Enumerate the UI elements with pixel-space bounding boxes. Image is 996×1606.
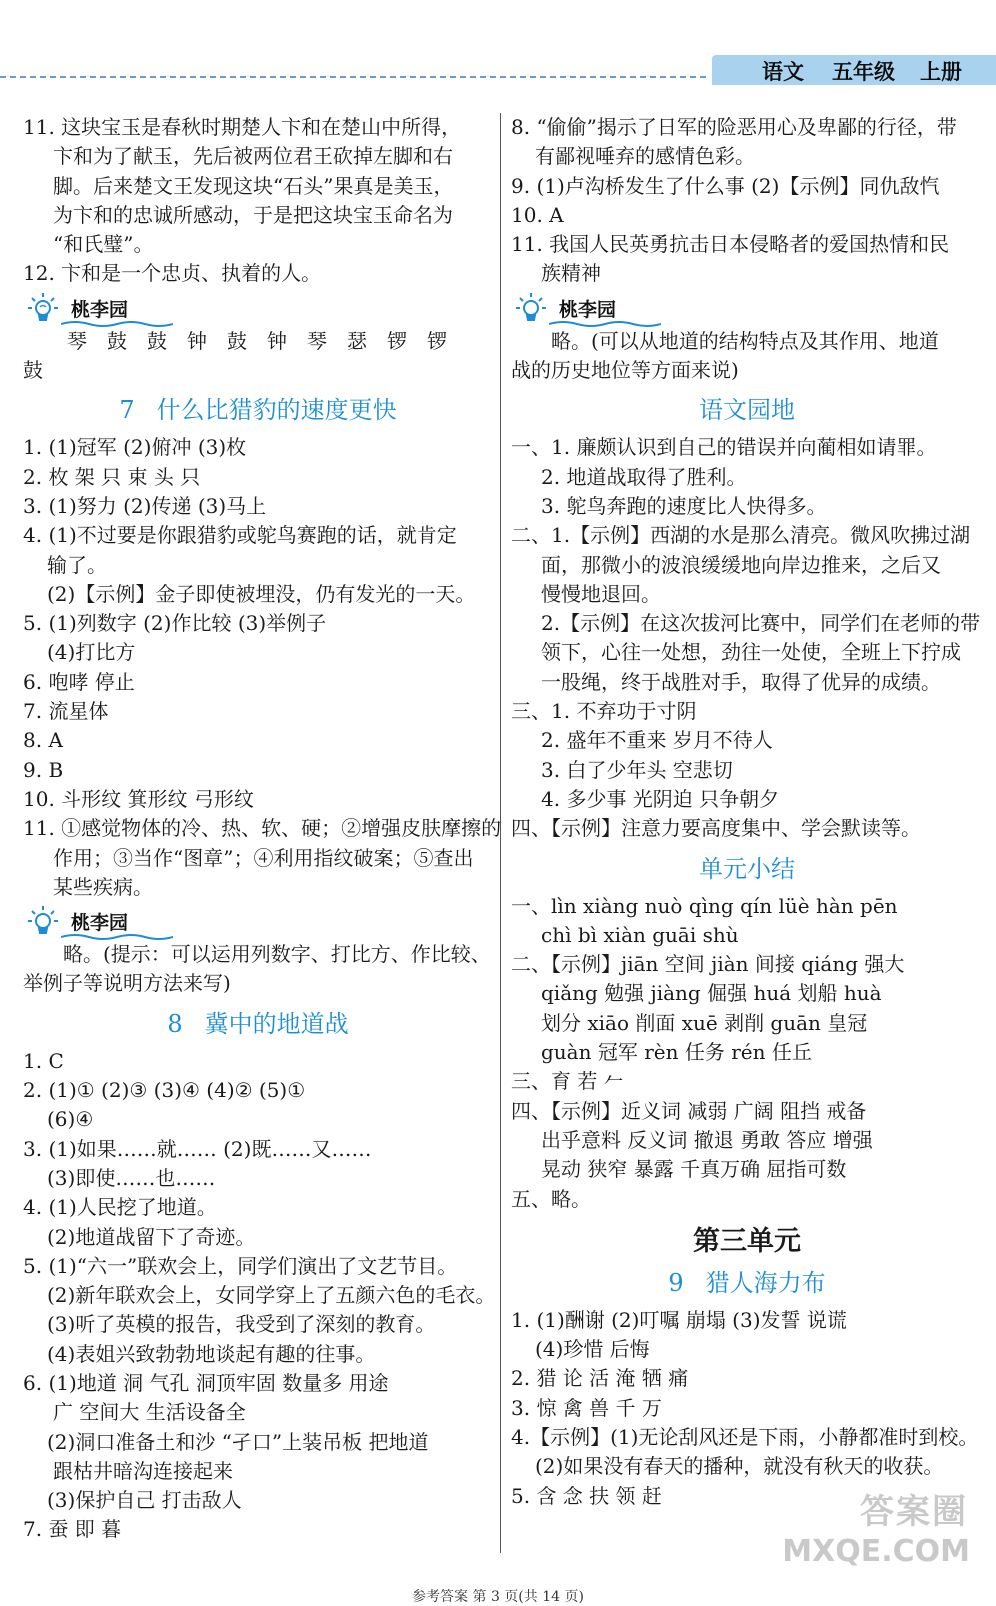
watermark-top-text: 答案圈 <box>860 1492 968 1532</box>
answer-line: 一股绳，终于战胜对手，取得了优异的成绩。 <box>541 669 941 694</box>
answer-line: qiǎng 勉强 jiàng 倔强 huá 划船 huà <box>541 981 882 1006</box>
volume-label: 上册 <box>920 60 962 84</box>
answer-line: 5. 含 念 扶 领 赶 <box>511 1483 662 1508</box>
taoliyuan-badge <box>511 291 983 327</box>
answer-line: (2)【示例】金子即使被埋没，仍有发光的一天。 <box>47 581 476 606</box>
answer-line: 略。(提示：可以运用列数字、打比方、作比较、 <box>63 942 491 967</box>
answer-line: 10. 斗形纹 箕形纹 弓形纹 <box>23 786 254 811</box>
watermark-bottom-text: MXQE.COM <box>782 1534 970 1569</box>
answer-line: (2)洞口准备土和沙 “孑口”上装吊板 把地道 <box>47 1429 429 1454</box>
answer-char: 鼓 <box>147 328 167 353</box>
answer-line: 三、1. 不弃功于寸阴 <box>511 699 697 724</box>
header-dashed-rule <box>0 76 706 78</box>
taoliyuan-answer-last: 鼓 <box>23 358 43 383</box>
answer-line: 跟枯井暗沟连接起来 <box>53 1458 233 1483</box>
header-tab <box>712 55 996 85</box>
answer-line: 一、lìn xiàng nuò qìng qín lüè hàn pēn <box>511 893 898 918</box>
lesson-title: 冀中的地道战 <box>204 1009 349 1038</box>
answer-line: 脚。后来楚文王发现这块“石头”果真是美玉， <box>53 173 454 198</box>
taoliyuan-label: 桃李园 <box>71 912 129 935</box>
answer-line: 8. A <box>23 728 63 753</box>
danyuan-xiaojie-answers <box>511 892 983 1214</box>
page-footer: 参考答案 第 3 页(共 14 页) <box>412 1589 584 1605</box>
wavy-underline <box>61 933 173 941</box>
answer-line: (3)即使……也…… <box>47 1165 216 1190</box>
watermark-logo <box>782 1484 980 1588</box>
answer-line: 作用；③当作“图章”；④利用指纹破案；⑤查出 <box>53 845 474 870</box>
answer-char: 琴 <box>307 328 327 353</box>
answer-line: 领下，心往一处想，劲往一处使，全班上下拧成 <box>541 640 961 665</box>
lesson-7-heading <box>23 391 493 429</box>
lesson-8-heading <box>23 1005 493 1043</box>
answer-line: (2)如果没有春天的播种，就没有秋天的收获。 <box>535 1454 944 1479</box>
answer-line: 3. 鸵鸟奔跑的速度比人快得多。 <box>541 493 827 518</box>
answer-line: “和氏璧”。 <box>53 232 154 257</box>
answer-line: 1. (1)冠军 (2)俯冲 (3)枚 <box>23 435 247 460</box>
answer-q12: 12. 卞和是一个忠贞、执着的人。 <box>23 261 322 286</box>
yuwen-yuandi-answers <box>511 433 983 843</box>
taoliyuan-badge <box>23 904 493 940</box>
answer-line: 7. 蚕 即 暮 <box>23 1517 122 1542</box>
answer-line: 11. 我国人民英勇抗击日本侵略者的爱国热情和民 <box>511 232 950 257</box>
answer-line: 划分 xiāo 削面 xuē 剥削 guān 皇冠 <box>541 1010 868 1035</box>
answer-line: 11. ①感觉物体的冷、热、软、硬；②增强皮肤摩擦的 <box>23 816 502 841</box>
answer-line: 四、【示例】近义词 减弱 广阔 阻挡 戒备 <box>511 1098 867 1123</box>
answer-line: (3)保护自己 打击敌人 <box>47 1488 242 1513</box>
answer-line: 6. (1)地道 洞 气孔 洞顶牢固 数量多 用途 <box>23 1370 389 1395</box>
answer-line: (3)听了英模的报告，我受到了深刻的教育。 <box>47 1312 436 1337</box>
lesson-8-answers-cont <box>511 113 983 289</box>
lesson-number: 8 <box>167 1009 183 1038</box>
answer-line: 3. (1)努力 (2)传递 (3)马上 <box>23 493 267 518</box>
answer-line: 4. (1)不过要是你跟猎豹或鸵鸟赛跑的话，就肯定 <box>23 523 457 548</box>
answer-line: (2)新年联欢会上，女同学穿上了五颜六色的毛衣。 <box>47 1283 496 1308</box>
right-column <box>511 113 983 1511</box>
answer-line: 2.【示例】在这次拔河比赛中，同学们在老师的带 <box>541 611 981 636</box>
answer-line: 输了。 <box>47 552 107 577</box>
answer-line: 6. 咆哮 停止 <box>23 669 135 694</box>
answer-line: 为卞和的忠诚所感动，于是把这块宝玉命名为 <box>53 202 453 227</box>
danyuan-xiaojie-heading <box>511 850 983 888</box>
answer-line: 3. 白了少年头 空悲切 <box>541 757 733 782</box>
answer-line: 广 空间大 生活设备全 <box>53 1400 246 1425</box>
answer-line: (4)打比方 <box>47 640 136 665</box>
answer-char: 锣 <box>387 328 407 353</box>
answer-line: 8. “偷偷”揭示了日军的险恶用心及卑鄙的行径，带 <box>511 115 957 139</box>
taoliyuan-label: 桃李园 <box>559 298 617 321</box>
answer-line: 略。(可以从地道的结构特点及其作用、地道 <box>551 328 939 353</box>
answer-char: 琴 <box>67 328 87 353</box>
lesson-title: 什么比猎豹的速度更快 <box>156 396 397 425</box>
answer-line: 举例子等说明方法来写) <box>23 971 231 996</box>
answer-line: 二、1.【示例】西湖的水是那么清亮。微风吹拂过湖 <box>511 523 971 548</box>
answer-char: 瑟 <box>347 328 367 353</box>
lesson-number: 9 <box>668 1268 684 1297</box>
taoliyuan-answer-chars <box>23 327 493 356</box>
answer-char: 鼓 <box>227 328 247 353</box>
answer-line: 某些疾病。 <box>53 874 153 899</box>
answer-line: 5. (1)“六一”联欢会上，同学们演出了文艺节目。 <box>23 1253 458 1278</box>
answer-line: 五、略。 <box>511 1186 591 1211</box>
taoliyuan-label: 桃李园 <box>71 298 129 321</box>
answer-char: 鼓 <box>107 328 127 353</box>
taoliyuan-badge <box>23 291 493 327</box>
wavy-underline <box>61 320 173 328</box>
lesson-title: 猎人海力布 <box>705 1268 826 1297</box>
unit-3-title: 第三单元 <box>693 1225 801 1257</box>
answer-line: 慢慢地退回。 <box>541 581 661 606</box>
answer-line: 3. 惊 禽 兽 千 万 <box>511 1395 662 1420</box>
answer-line: 2. (1)① (2)③ (3)④ (4)② (5)① <box>23 1078 306 1103</box>
answer-line: (2)地道战留下了奇迹。 <box>47 1224 256 1249</box>
answer-line: (4)珍惜 后悔 <box>535 1337 650 1362</box>
subject-label: 语文 <box>762 60 804 84</box>
answer-line: 4.【示例】(1)无论刮风还是下雨，小静都准时到校。 <box>511 1424 979 1449</box>
answer-line: 4. (1)人民挖了地道。 <box>23 1195 217 1220</box>
answer-line: 2. 枚 架 只 束 头 只 <box>23 464 201 489</box>
answer-block-q11 <box>23 113 493 259</box>
taoliyuan-answer-3 <box>511 327 983 386</box>
answer-line: chì bì xiàn guāi shù <box>541 922 739 947</box>
answer-line: 二、【示例】jiān 空间 jiàn 间接 qiáng 强大 <box>511 952 905 977</box>
answer-line: 族精神 <box>541 261 601 286</box>
answer-line: 1. (1)酬谢 (2)叮嘱 崩塌 (3)发誓 说谎 <box>511 1307 847 1332</box>
answer-line: 卞和为了献玉，先后被两位君王砍掉左脚和右 <box>53 144 453 169</box>
answer-line: 有鄙视唾弃的感情色彩。 <box>535 144 755 169</box>
answer-line: (4)表姐兴致勃勃地谈起有趣的往事。 <box>47 1341 376 1366</box>
answer-line: 2. 猎 论 活 淹 牺 痛 <box>511 1366 689 1391</box>
answer-char: 钟 <box>187 328 207 353</box>
lesson-7-answers <box>23 433 502 902</box>
answer-line: 三、育 若 𠂉 <box>511 1069 624 1094</box>
answer-line: 出乎意料 反义词 撤退 勇敢 答应 增强 <box>541 1127 873 1152</box>
lesson-number: 7 <box>119 396 135 425</box>
answer-line: 2. 盛年不重来 岁月不待人 <box>541 728 773 753</box>
taoliyuan-answer-2 <box>23 940 493 999</box>
answer-line: (6)④ <box>47 1107 94 1132</box>
answer-line: 晃动 狭窄 暴露 千真万确 屈指可数 <box>541 1157 847 1182</box>
answer-line: 11. 这块宝玉是春秋时期楚人卞和在楚山中所得， <box>23 115 462 139</box>
answer-line: 4. 多少事 光阴迫 只争朝夕 <box>541 786 780 811</box>
page-header <box>0 0 996 84</box>
answer-line: 四、【示例】注意力要高度集中、学会默读等。 <box>511 816 921 841</box>
lesson-8-answers <box>23 1047 496 1545</box>
answer-line: 2. 地道战取得了胜利。 <box>541 464 747 489</box>
yuwen-yuandi-heading <box>511 391 983 429</box>
lesson-9-heading <box>511 1264 983 1302</box>
answer-line: 面，那微小的波浪缓缓地向岸边推来，之后又 <box>541 552 941 577</box>
answer-line: 9. B <box>23 757 64 782</box>
section-title: 单元小结 <box>699 854 795 883</box>
answer-line: 10. A <box>511 202 564 227</box>
answer-line: guàn 冠军 rèn 任务 rén 任丘 <box>541 1040 812 1065</box>
left-column <box>23 113 502 1545</box>
answer-char: 锣 <box>427 328 447 353</box>
section-title: 语文园地 <box>699 396 795 425</box>
grade-label: 五年级 <box>832 60 895 84</box>
answer-line: 战的历史地位等方面来说) <box>511 358 739 383</box>
answer-line: 5. (1)列数字 (2)作比较 (3)举例子 <box>23 611 327 636</box>
answer-line: 3. (1)如果……就…… (2)既……又…… <box>23 1136 372 1161</box>
answer-line: 9. (1)卢沟桥发生了什么事 (2)【示例】同仇敌忾 <box>511 173 940 198</box>
answer-line: 1. C <box>23 1048 64 1073</box>
wavy-underline <box>549 320 661 328</box>
answer-line: 7. 流星体 <box>23 699 109 724</box>
answer-line: 一、1. 廉颇认识到自己的错误并向蔺相如请罪。 <box>511 435 937 460</box>
lesson-9-answers <box>511 1306 983 1511</box>
answer-char: 钟 <box>267 328 287 353</box>
